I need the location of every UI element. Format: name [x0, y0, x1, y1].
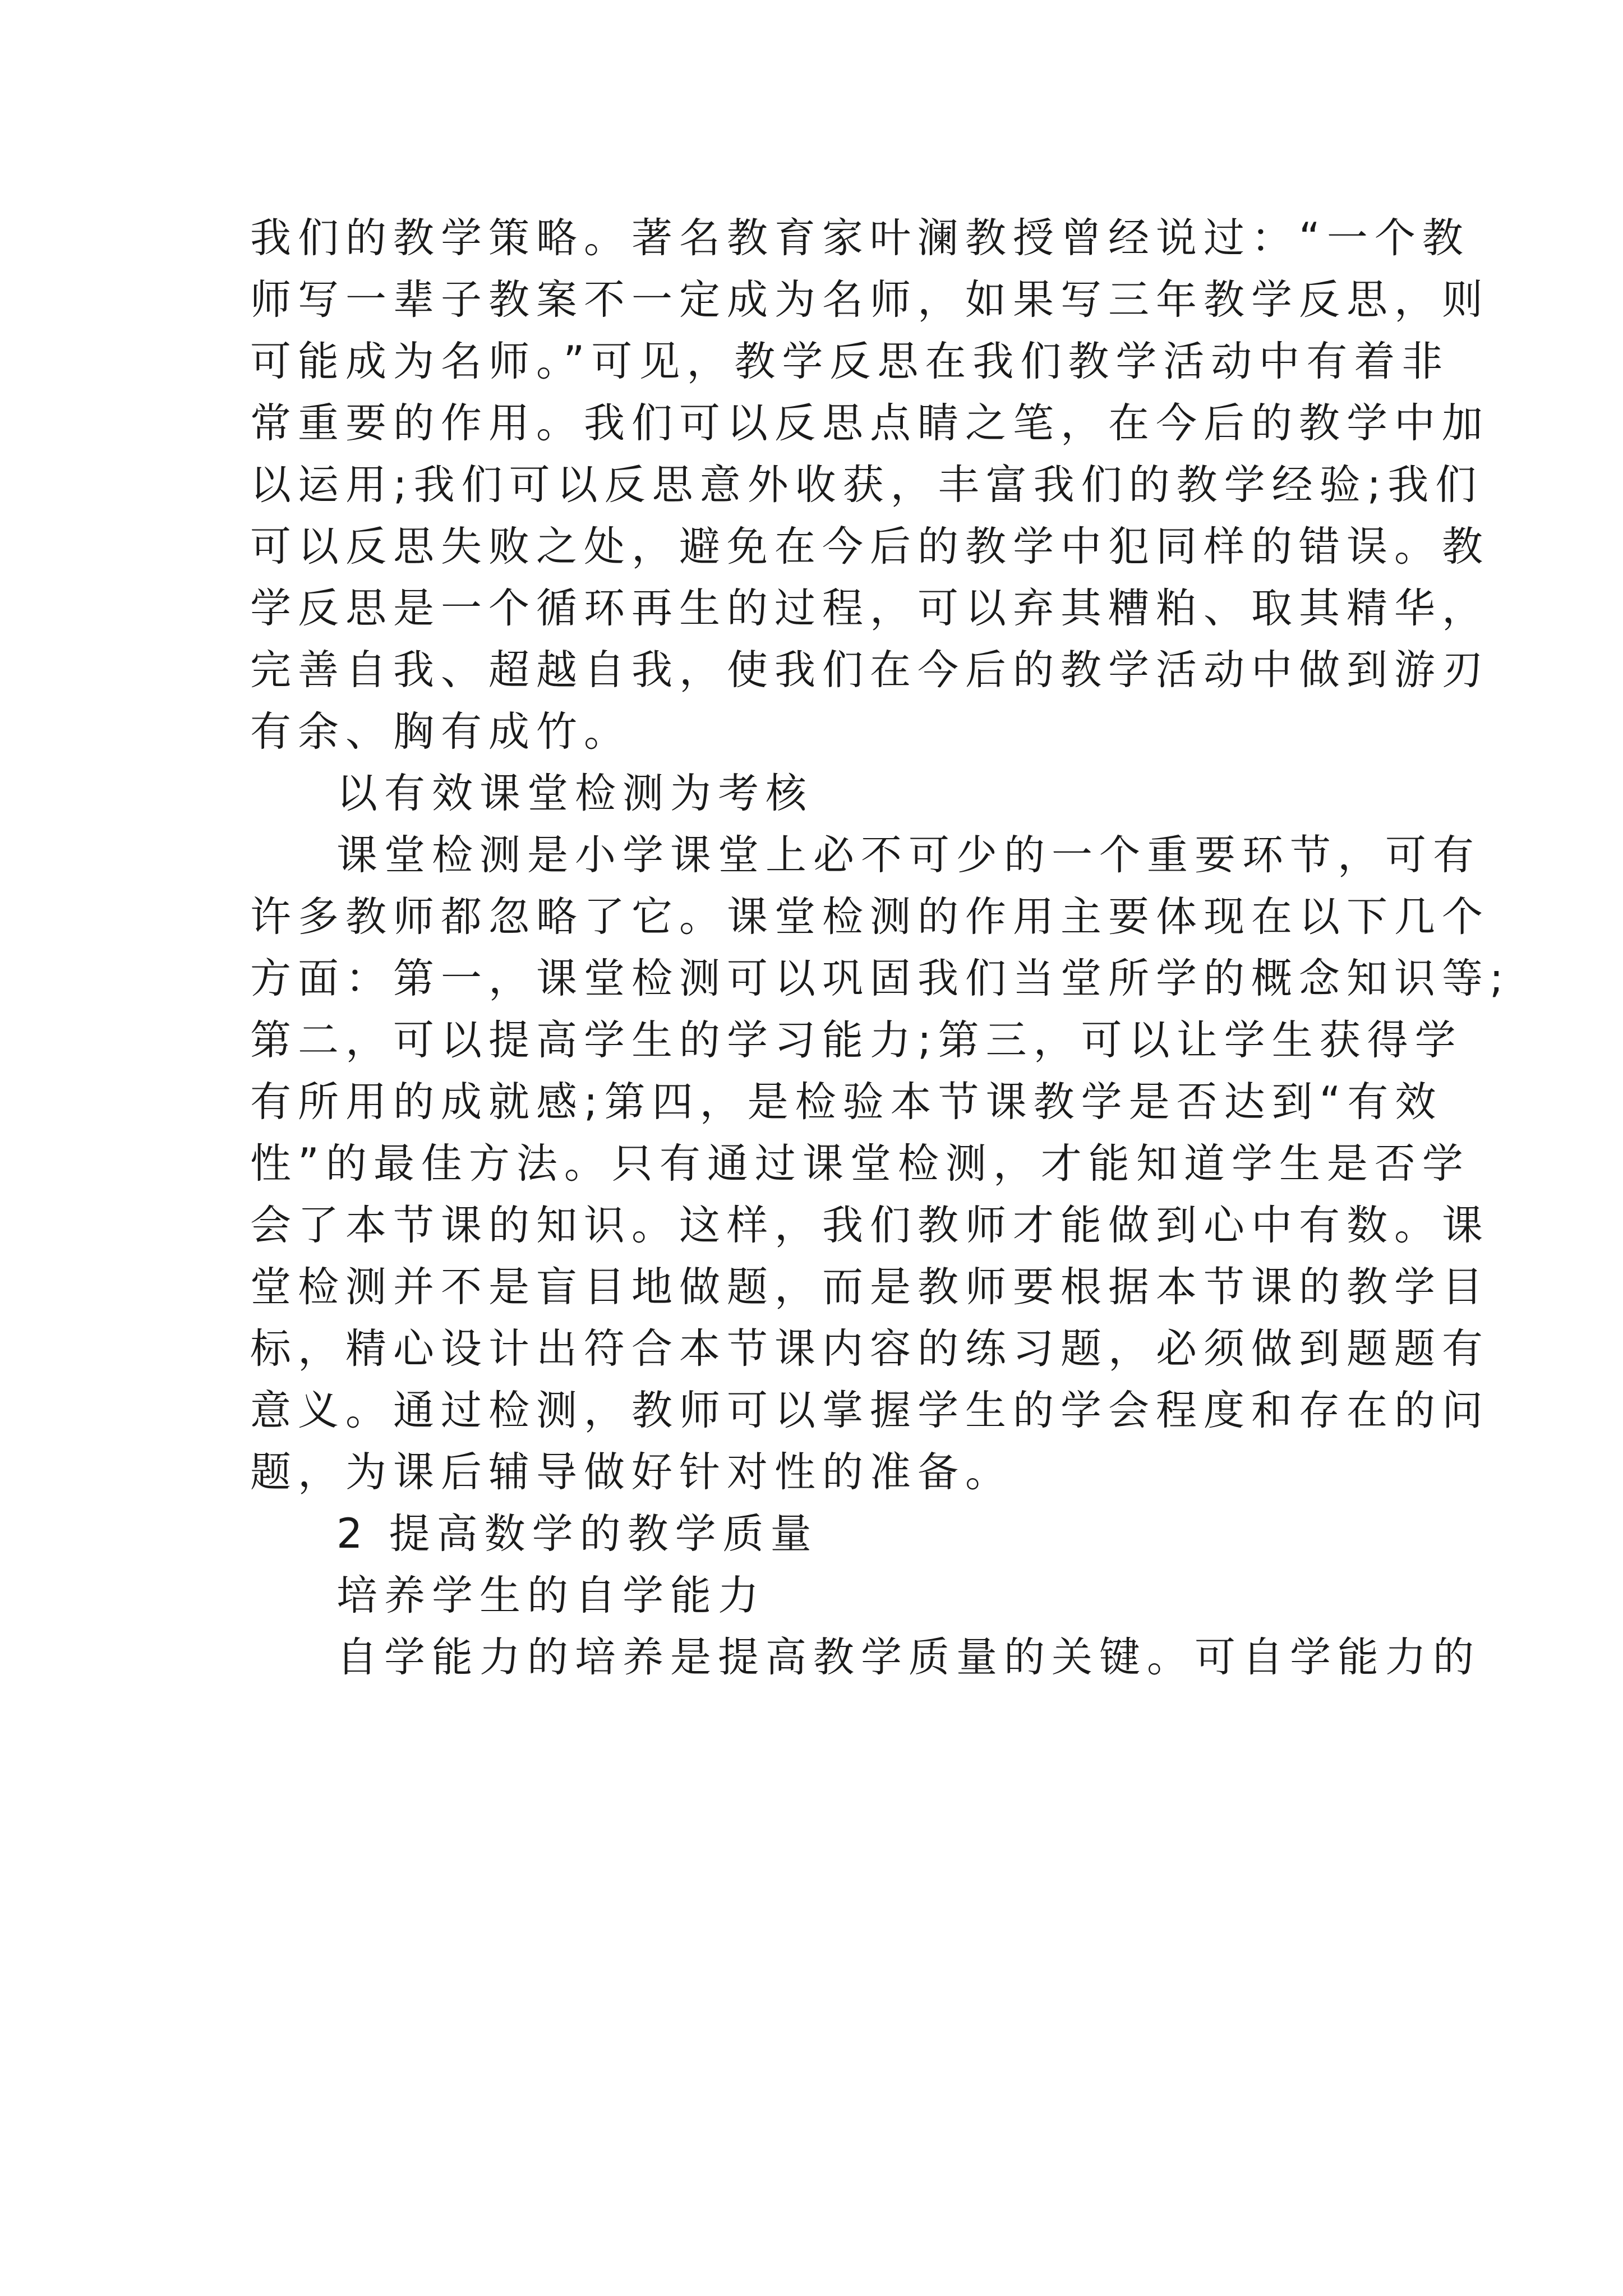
text-line: 学反思是一个循环再生的过程，可以弃其糟粕、取其精华， — [250, 585, 1490, 632]
section-heading: 2 提高数学的教学质量 — [336, 1510, 818, 1558]
text-line: 性”的最佳方法。只有通过课堂检测，才能知道学生是否学 — [250, 1140, 1470, 1188]
text-line: 堂检测并不是盲目地做题，而是教师要根据本节课的教学目 — [250, 1263, 1490, 1311]
text-line: 标，精心设计出符合本节课内容的练习题，必须做到题题有 — [250, 1325, 1490, 1373]
text-line: 可能成为名师。”可见，教学反思在我们教学活动中有着非 — [250, 338, 1450, 385]
text-line: 师写一辈子教案不一定成为名师，如果写三年教学反思，则 — [250, 276, 1490, 324]
subsection-heading: 培养学生的自学能力 — [336, 1572, 766, 1619]
text-line: 许多教师都忽略了它。课堂检测的作用主要体现在以下几个 — [250, 893, 1490, 941]
section-heading: 以有效课堂检测为考核 — [336, 770, 813, 817]
text-line: 会了本节课的知识。这样，我们教师才能做到心中有数。课 — [250, 1202, 1490, 1249]
text-line: 我们的教学策略。著名教育家叶澜教授曾经说过：“一个教 — [250, 214, 1470, 262]
text-line: 以运用;我们可以反思意外收获，丰富我们的教学经验;我们 — [250, 461, 1483, 509]
text-line: 方面：第一，课堂检测可以巩固我们当堂所学的概念知识等; — [250, 955, 1510, 1002]
text-line: 有所用的成就感;第四，是检验本节课教学是否达到“有效 — [250, 1078, 1443, 1126]
text-line: 意义。通过检测，教师可以掌握学生的学会程度和存在的问 — [250, 1387, 1490, 1434]
document-body — [250, 208, 1510, 1688]
text-line: 第二，可以提高学生的学习能力;第三，可以让学生获得学 — [250, 1016, 1463, 1064]
text-line: 完善自我、超越自我，使我们在今后的教学活动中做到游刃 — [250, 646, 1490, 694]
text-line: 可以反思失败之处，避免在今后的教学中犯同样的错误。教 — [250, 523, 1490, 570]
paragraph-first-line: 课堂检测是小学课堂上必不可少的一个重要环节，可有 — [336, 831, 1481, 879]
text-line: 题，为课后辅导做好针对性的准备。 — [250, 1448, 1013, 1496]
text-line: 有余、胸有成竹。 — [250, 708, 631, 756]
paragraph-first-line: 自学能力的培养是提高教学质量的关键。可自学能力的 — [336, 1634, 1481, 1681]
text-line: 常重要的作用。我们可以反思点睛之笔，在今后的教学中加 — [250, 399, 1490, 447]
